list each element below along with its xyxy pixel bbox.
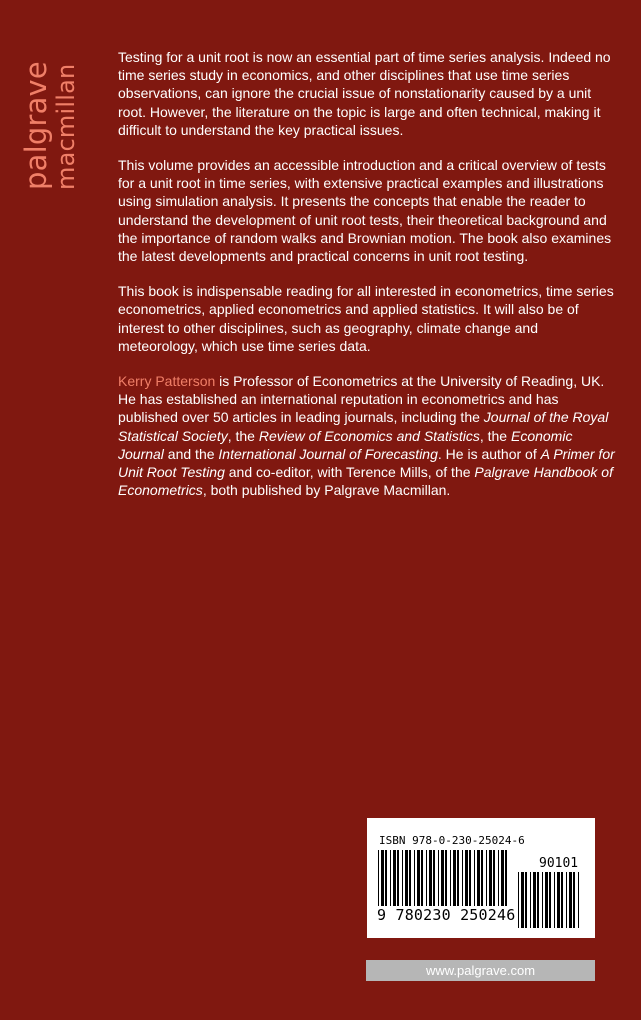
barcode-bar	[489, 850, 492, 906]
barcode-bar	[378, 850, 379, 906]
barcode-bar	[390, 850, 391, 906]
book-title: Palgrave Handbook of Econometrics	[118, 464, 613, 499]
ean-number: 9 780230 250246	[377, 906, 516, 924]
barcode-bar	[402, 850, 403, 906]
bio-text: , the	[227, 427, 259, 444]
publisher-website: www.palgrave.com	[366, 960, 595, 981]
barcode-bar	[573, 872, 575, 928]
barcode-bar	[557, 872, 560, 928]
barcode-bar	[518, 872, 519, 928]
barcode-addon-bars-icon	[517, 872, 581, 928]
price-code: 90101	[539, 856, 579, 871]
bio-text: , the	[479, 427, 511, 444]
logo-line-palgrave: palgrave	[19, 61, 53, 190]
barcode-bar	[469, 850, 471, 906]
barcode-bar	[486, 850, 487, 906]
barcode-bar	[545, 872, 548, 928]
barcode-bar	[493, 850, 495, 906]
barcode-bar	[445, 850, 447, 906]
barcode-bar	[441, 850, 444, 906]
barcode-bar	[438, 850, 439, 906]
barcode-bar	[426, 850, 427, 906]
barcode-bar	[474, 850, 475, 906]
barcode-bar	[498, 850, 499, 906]
bio-text: , both published by Palgrave Macmillan.	[202, 482, 451, 499]
barcode-bars-icon	[377, 850, 509, 906]
barcode-bar	[578, 872, 579, 928]
barcode-bar	[530, 872, 531, 928]
author-bio	[118, 372, 616, 499]
barcode-bar	[457, 850, 459, 906]
barcode-bar	[521, 872, 524, 928]
barcode-bar	[429, 850, 432, 906]
logo-line-macmillan: macmillan	[52, 63, 80, 190]
barcode-bar	[501, 850, 504, 906]
barcode-bar	[549, 872, 551, 928]
barcode-bar	[569, 872, 572, 928]
barcode-bar	[462, 850, 463, 906]
barcode-bar	[397, 850, 399, 906]
barcode-bar	[393, 850, 396, 906]
barcode-bar	[465, 850, 468, 906]
barcode-bar	[405, 850, 408, 906]
barcode-bar	[453, 850, 456, 906]
barcode-bar	[533, 872, 536, 928]
audience-paragraph: This book is indispensable reading for all interested in econometrics, time series econometrics, applied econometrics and applied statistics. It will also be of interest to other disciplines, such as geography, climate change and meteorology, which use time series data.	[118, 283, 614, 354]
barcode-bar	[525, 872, 527, 928]
barcode-bar	[385, 850, 387, 906]
barcode-bar	[505, 850, 507, 906]
bio-text: is Professor of Econometrics at the University of Reading, UK. He has established an international reputation in econometrics and has published over 50 articles in leading journals, including the	[118, 373, 605, 426]
bio-text: and the	[163, 445, 219, 462]
barcode-bar	[542, 872, 543, 928]
barcode-bar	[561, 872, 563, 928]
barcode-bar	[537, 872, 539, 928]
publisher-logo	[19, 50, 95, 190]
barcode-bar	[414, 850, 415, 906]
barcode-bar	[381, 850, 384, 906]
barcode-bar	[450, 850, 451, 906]
bio-text: . He is author of	[437, 445, 541, 462]
barcode-bar	[417, 850, 420, 906]
journal-title: International Journal of Forecasting	[218, 445, 438, 462]
author-name: Kerry Patterson	[118, 373, 216, 390]
back-cover-blurb	[118, 48, 616, 516]
isbn-label: ISBN 978-0-230-25024-6	[379, 834, 525, 847]
journal-title: Review of Economics and Statistics	[258, 427, 480, 444]
journal-title: Journal of the Royal Statistical Society	[118, 409, 609, 444]
barcode-bar	[409, 850, 411, 906]
barcode-bar	[554, 872, 555, 928]
barcode-bar	[433, 850, 435, 906]
journal-title: Economic Journal	[118, 427, 573, 462]
intro-paragraph: Testing for a unit root is now an essential part of time series analysis. Indeed no time series study in economics, and other disciplines that use time series observations, can ignore the crucial issue of nonstationarity caused by a unit root. However, the literature on the topic is large and often technical, making it difficult to understand the key practical issues.	[118, 49, 611, 138]
barcode-bar	[477, 850, 480, 906]
book-title: A Primer for Unit Root Testing	[118, 445, 615, 481]
barcode-bar	[421, 850, 423, 906]
barcode-bar	[481, 850, 483, 906]
isbn-barcode	[367, 818, 595, 938]
description-paragraph: This volume provides an accessible introduction and a critical overview of tests for a unit root in time series, with extensive practical examples and illustrations using simulation analysis. It presents the concepts that enable the reader to understand the development of unit root tests, their theoretical background and the importance of random walks and Brownian motion. The book also examines the latest developments and practical concerns in unit root testing.	[118, 157, 612, 265]
barcode-bar	[566, 872, 567, 928]
bio-text: and co-editor, with Terence Mills, of the	[224, 464, 475, 481]
